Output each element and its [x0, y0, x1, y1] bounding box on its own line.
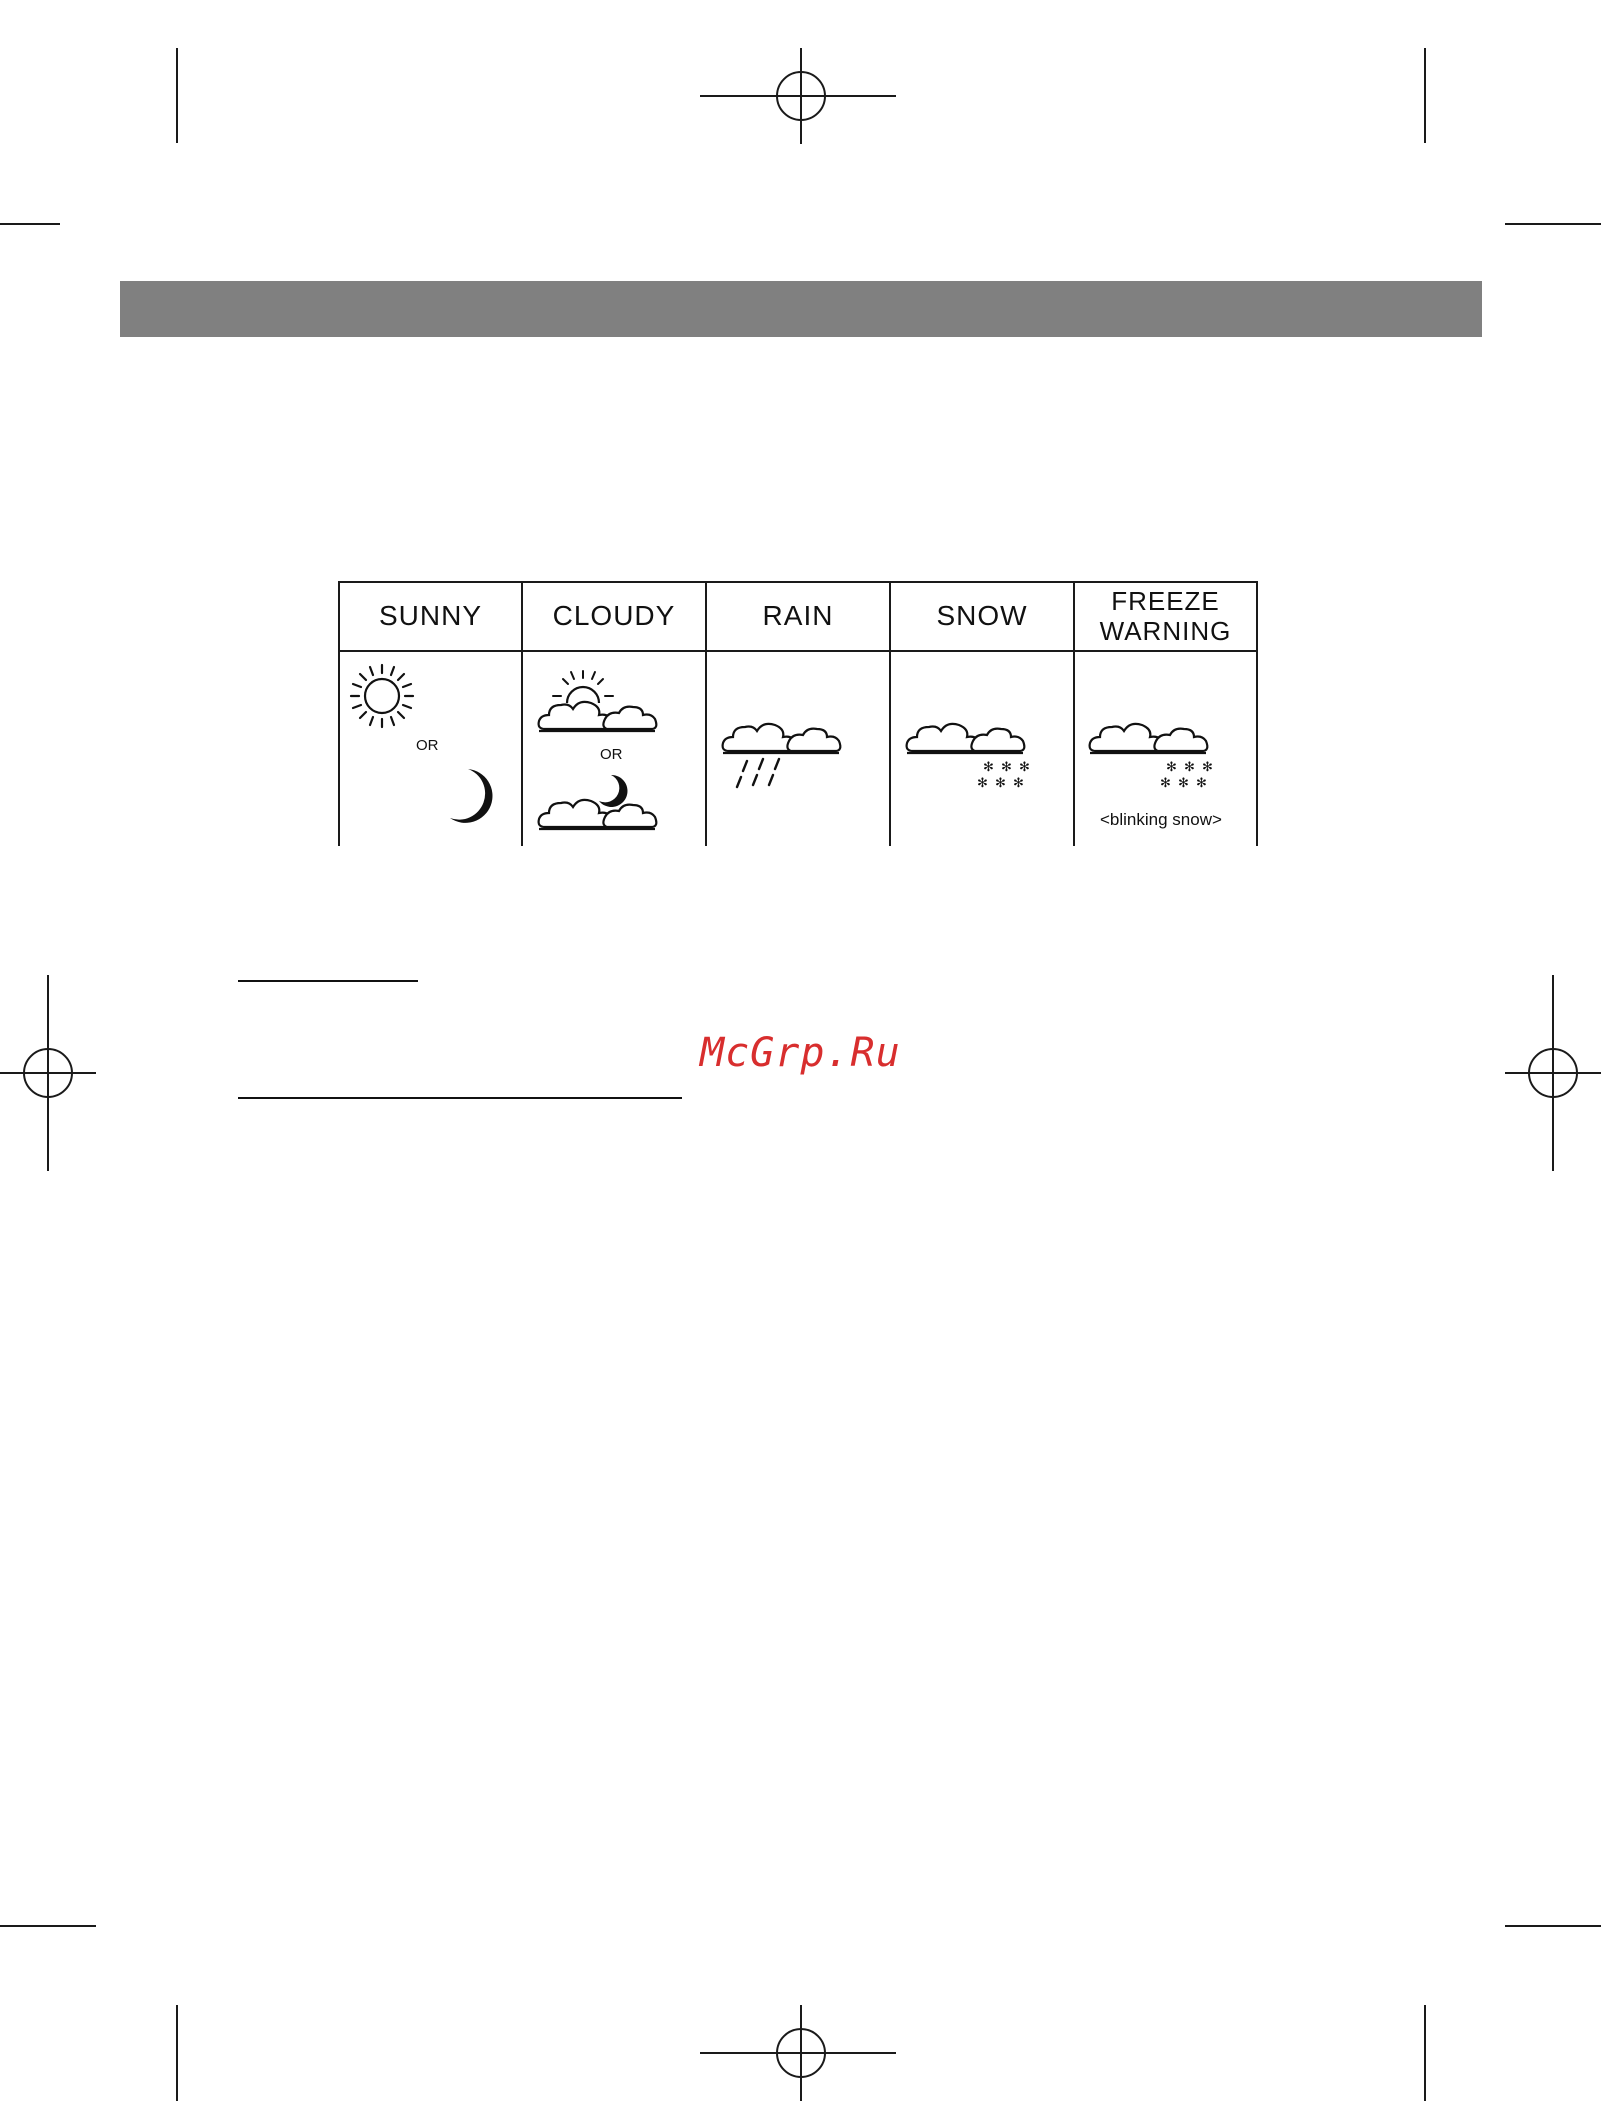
svg-text:✻: ✻ — [1013, 776, 1024, 791]
snow-cloud-icon — [901, 711, 1061, 791]
registration-mark-left — [0, 975, 96, 1171]
section-header-bar — [120, 281, 1482, 337]
svg-text:✻: ✻ — [1184, 760, 1195, 775]
table-col-divider — [1256, 581, 1258, 846]
sun-icon — [348, 662, 416, 730]
header-cloudy: CLOUDY — [552, 600, 676, 631]
blank-line-short — [238, 980, 418, 982]
weather-icon-table — [338, 581, 1258, 846]
crop-mark-top-left-v — [176, 48, 178, 143]
svg-text:✻: ✻ — [977, 776, 988, 791]
crop-mark-bottom-right-v — [1424, 2005, 1426, 2101]
header-rain: RAIN — [762, 600, 834, 631]
moon-icon — [446, 766, 496, 824]
sunny-or-label: OR — [416, 737, 439, 754]
registration-mark-top — [700, 48, 900, 144]
header-freeze-warning: FREEZE WARNING — [1099, 586, 1232, 646]
crop-mark-left-top-h — [0, 223, 60, 225]
crop-mark-right-top-h — [1505, 223, 1601, 225]
svg-text:✻: ✻ — [1019, 760, 1030, 775]
svg-text:✻: ✻ — [1166, 760, 1177, 775]
blinking-snow-caption: <blinking snow> — [1100, 810, 1222, 829]
blank-line-long — [238, 1097, 682, 1099]
header-sunny: SUNNY — [378, 600, 482, 631]
rain-cloud-icon — [717, 711, 877, 791]
svg-text:✻: ✻ — [1202, 760, 1213, 775]
svg-text:✻: ✻ — [1196, 776, 1207, 791]
freeze-cloud-icon — [1084, 711, 1244, 791]
svg-text:✻: ✻ — [1160, 776, 1171, 791]
svg-text:✻: ✻ — [1178, 776, 1189, 791]
crop-mark-top-right-v — [1424, 48, 1426, 143]
registration-mark-bottom — [700, 2005, 900, 2101]
cloudy-or-label: OR — [600, 746, 623, 763]
moon-cloud-icon — [533, 767, 703, 839]
watermark: McGrp.Ru — [700, 1030, 901, 1076]
crop-mark-bottom-left-v — [176, 2005, 178, 2101]
header-snow: SNOW — [936, 600, 1028, 631]
svg-text:✻: ✻ — [1001, 760, 1012, 775]
sun-cloud-icon — [533, 669, 703, 741]
crop-mark-left-bottom-h — [0, 1925, 96, 1927]
svg-text:✻: ✻ — [983, 760, 994, 775]
registration-mark-right — [1505, 975, 1601, 1171]
crop-mark-right-bottom-h — [1505, 1925, 1601, 1927]
svg-text:✻: ✻ — [995, 776, 1006, 791]
